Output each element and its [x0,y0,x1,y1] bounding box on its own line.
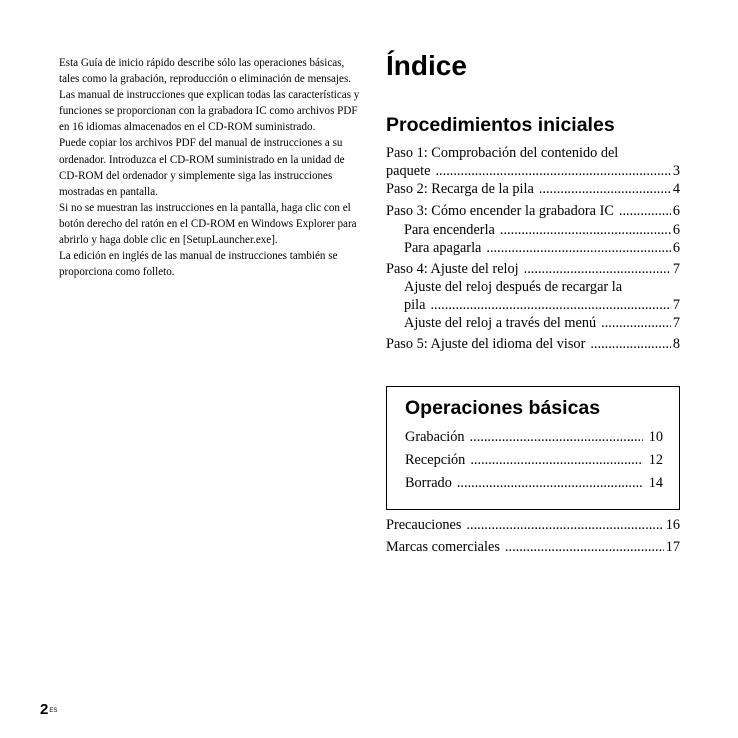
dot-leader [470,452,642,470]
toc-page-number: 7 [672,315,680,331]
toc-entry-label: Borrado [405,475,452,491]
toc-entry-label: Paso 3: Cómo encender la grabadora IC [386,203,614,219]
page-number [40,701,57,719]
toc-entry-label: Precauciones [386,517,462,533]
dot-leader [601,315,671,333]
toc-entry-label: Para apagarla [404,240,482,256]
toc-entry-label: Para encenderla [404,221,495,238]
toc-entry-paso-3[interactable] [386,203,680,221]
toc-entry-para-apagarla[interactable] [404,240,680,258]
page-title: Índice [386,50,467,81]
intro-paragraph: Puede copiar los archivos PDF del manual de instrucciones a su ordenador. Introduzca el CD-ROM suministrado en la unidad de CD-ROM del ordenador y simplemente siga las instrucciones mostradas en pantalla. [59,137,345,198]
page-language-code: ES [49,708,58,714]
dot-leader [457,475,643,493]
toc-page-number: 14 [648,475,663,491]
toc-entry-precauciones[interactable] [386,517,680,535]
toc-entry-label-line1: Paso 1: Comprobación del contenido del [386,145,619,161]
toc-entry-paso-1[interactable] [386,145,680,180]
dot-leader [470,429,643,447]
dot-leader [590,336,670,354]
toc-entry-ajuste-recargar[interactable] [404,279,680,314]
toc-page-number: 16 [665,517,680,533]
dot-leader [430,297,670,315]
dot-leader [505,539,664,557]
toc-entry-label-line1: Ajuste del reloj después de recargar la [404,279,623,295]
section-heading-operaciones: Operaciones básicas [405,397,601,419]
toc-entry-label: Marcas comerciales [386,539,500,555]
toc-entry-label: Paso 5: Ajuste del idioma del visor [386,335,586,352]
toc-entry-label: Ajuste del reloj a través del menú [404,315,597,331]
toc-entry-label: paquete [386,162,431,179]
table-of-contents [386,145,680,358]
page-number-value: 2 [40,701,49,718]
toc-entry-marcas[interactable] [386,539,680,557]
intro-text [59,55,361,280]
toc-page-number: 10 [648,429,663,445]
basic-operations-box [386,386,680,510]
toc-page-number: 7 [672,296,680,313]
dot-leader [524,261,671,279]
intro-paragraph: La edición en inglés de las manual de instrucciones también se proporciona como folleto. [59,250,338,279]
intro-paragraph: Esta Guía de inicio rápido describe sólo las operaciones básicas, tales como la grabación, reproducción o eliminación de mensajes. Las manual de instrucciones que explican todas las características y funciones se proporcionan con la grabadora IC como archivos PDF en 16 idiomas almacenados en el CD-ROM suministrado. [59,57,360,134]
dot-leader [619,203,671,221]
toc-page-number: 3 [672,162,680,179]
toc-entry-label: Recepción [405,452,466,468]
basic-operations-list [405,429,663,498]
toc-page-number: 12 [648,452,663,468]
toc-entry-paso-5[interactable] [386,336,680,354]
toc-page-number: 6 [672,221,680,238]
table-of-contents-extra [386,517,680,561]
toc-page-number: 8 [672,335,680,352]
dot-leader [435,163,670,181]
dot-leader [466,517,663,535]
toc-entry-label: Paso 2: Recarga de la pila [386,181,534,197]
toc-entry-label: Grabación [405,429,465,445]
toc-entry-grabacion[interactable] [405,429,663,447]
dot-leader [539,181,671,199]
toc-entry-para-encenderla[interactable] [404,222,680,240]
intro-paragraph: Si no se muestran las instrucciones en la pantalla, haga clic con el botón derecho del ratón en el CD-ROM en Windows Explorer para abrirlo y haga doble clic en [SetupLauncher.exe]. [59,201,357,247]
section-heading-procedimientos: Procedimientos iniciales [386,114,615,136]
toc-page-number: 6 [672,240,680,256]
toc-entry-ajuste-menu[interactable] [404,315,680,333]
dot-leader [486,240,670,258]
toc-page-number: 17 [665,539,680,555]
dot-leader [500,222,671,240]
toc-entry-borrado[interactable] [405,475,663,493]
toc-entry-recepcion[interactable] [405,452,663,470]
toc-entry-paso-2[interactable] [386,181,680,199]
toc-page-number: 7 [672,260,680,277]
toc-page-number: 4 [672,181,680,197]
toc-page-number: 6 [672,203,680,219]
toc-entry-label: pila [404,296,426,313]
toc-entry-paso-4[interactable] [386,261,680,279]
toc-entry-label: Paso 4: Ajuste del reloj [386,260,519,277]
